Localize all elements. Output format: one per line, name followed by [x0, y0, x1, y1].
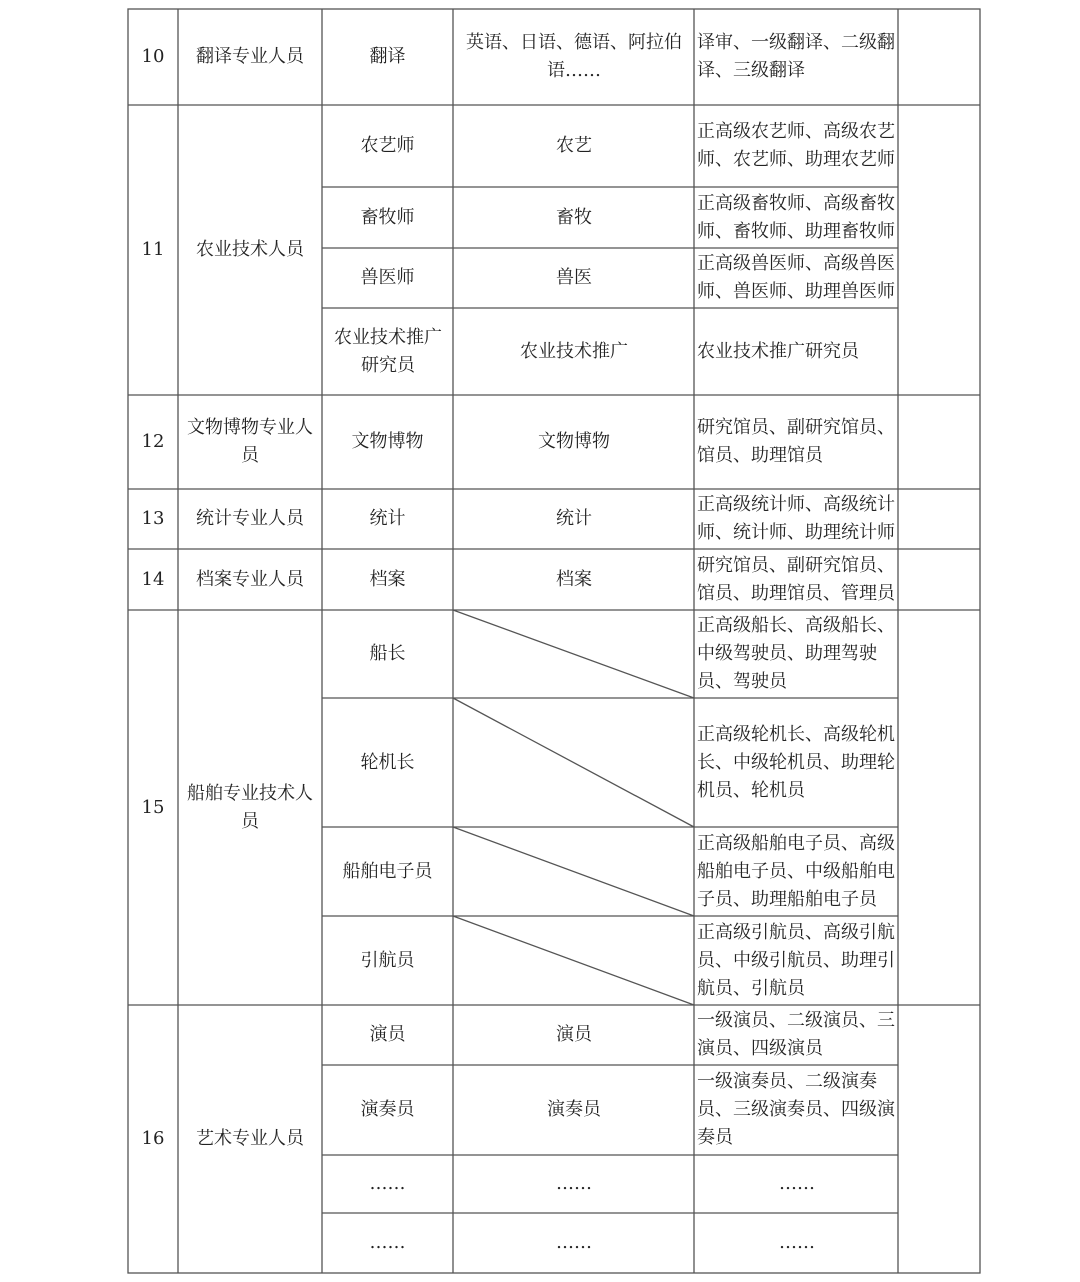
category-cell: 统计专业人员 [196, 508, 304, 529]
levels-cell: 正高级船舶电子员、高级船舶电子员、中级船舶电子员、助理船舶电子员 [697, 832, 895, 910]
row-number: 10 [141, 46, 165, 67]
levels-cell: 一级演员、二级演员、三演员、四级演员 [697, 1010, 895, 1059]
row-number: 16 [141, 1128, 165, 1149]
diagonal-slash [453, 610, 694, 698]
levels-cell: 正高级轮机长、高级轮机长、中级轮机员、助理轮机员、轮机员 [697, 723, 895, 801]
title-cell: 统计 [369, 508, 406, 529]
levels-cell: 正高级引航员、高级引航员、中级引航员、助理引航员、引航员 [697, 921, 895, 999]
specialty-cell: 农艺 [556, 135, 592, 156]
row-number: 12 [141, 431, 165, 452]
title-cell: 轮机长 [360, 751, 415, 773]
category-cell: 翻译专业人员 [196, 46, 304, 67]
levels-cell: 农业技术推广研究员 [697, 340, 859, 362]
levels-cell: 一级演奏员、二级演奏员、三级演奏员、四级演奏员 [697, 1071, 895, 1148]
title-cell: 文物博物 [351, 431, 424, 452]
specialty-cell: …… [556, 1232, 592, 1253]
diagonal-slash [453, 827, 694, 916]
levels-cell: …… [779, 1232, 815, 1253]
category-cell: 船舶专业技术人员 [187, 782, 313, 832]
specialty-cell: 演员 [556, 1024, 592, 1045]
levels-cell: 正高级兽医师、高级兽医师、兽医师、助理兽医师 [697, 253, 895, 302]
specialty-cell: 演奏员 [547, 1099, 601, 1120]
row-number: 15 [141, 796, 165, 818]
title-cell: 农业技术推广研究员 [334, 326, 442, 376]
specialty-cell: 英语、日语、德语、阿拉伯语…… [466, 32, 682, 81]
title-cell: 演员 [369, 1024, 406, 1045]
title-cell: 畜牧师 [360, 206, 415, 228]
row-number: 13 [141, 508, 165, 529]
specialty-cell: 文物博物 [538, 431, 610, 452]
specialty-cell: …… [556, 1173, 592, 1194]
title-cell: …… [369, 1173, 406, 1194]
title-cell: 农艺师 [360, 135, 415, 156]
title-cell: 翻译 [369, 46, 406, 67]
category-cell: 艺术专业人员 [196, 1128, 304, 1149]
title-cell: 船长 [369, 643, 406, 664]
specialty-cell: 农业技术推广 [520, 340, 628, 362]
levels-cell: 正高级统计师、高级统计师、统计师、助理统计师 [697, 494, 895, 543]
levels-cell: 研究馆员、副研究馆员、馆员、助理馆员、管理员 [697, 554, 895, 604]
specialty-cell: 档案 [556, 568, 592, 590]
title-cell: 档案 [369, 568, 406, 590]
row-number: 14 [141, 568, 165, 590]
levels-cell: 正高级畜牧师、高级畜牧师、畜牧师、助理畜牧师 [697, 192, 895, 242]
category-cell: 档案专业人员 [196, 568, 304, 590]
category-cell: 文物博物专业人员 [187, 417, 313, 466]
title-cell: 兽医师 [360, 267, 415, 288]
category-cell: 农业技术人员 [196, 239, 304, 260]
levels-cell: 正高级船长、高级船长、中级驾驶员、助理驾驶员、驾驶员 [697, 615, 895, 692]
levels-cell: 研究馆员、副研究馆员、馆员、助理馆员 [697, 417, 895, 466]
diagonal-slash [453, 698, 694, 827]
title-cell: 船舶电子员 [342, 860, 433, 882]
row-number: 11 [141, 239, 165, 260]
title-cell: …… [369, 1232, 406, 1253]
levels-cell: …… [779, 1173, 815, 1194]
specialty-cell: 畜牧 [556, 206, 592, 228]
title-cell: 演奏员 [360, 1099, 415, 1120]
diagonal-slash [453, 916, 694, 1005]
specialty-cell: 兽医 [556, 267, 592, 288]
levels-cell: 正高级农艺师、高级农艺师、农艺师、助理农艺师 [697, 121, 895, 170]
specialty-cell: 统计 [556, 508, 592, 529]
title-cell: 引航员 [360, 949, 415, 971]
levels-cell: 译审、一级翻译、二级翻译、三级翻译 [697, 32, 895, 81]
